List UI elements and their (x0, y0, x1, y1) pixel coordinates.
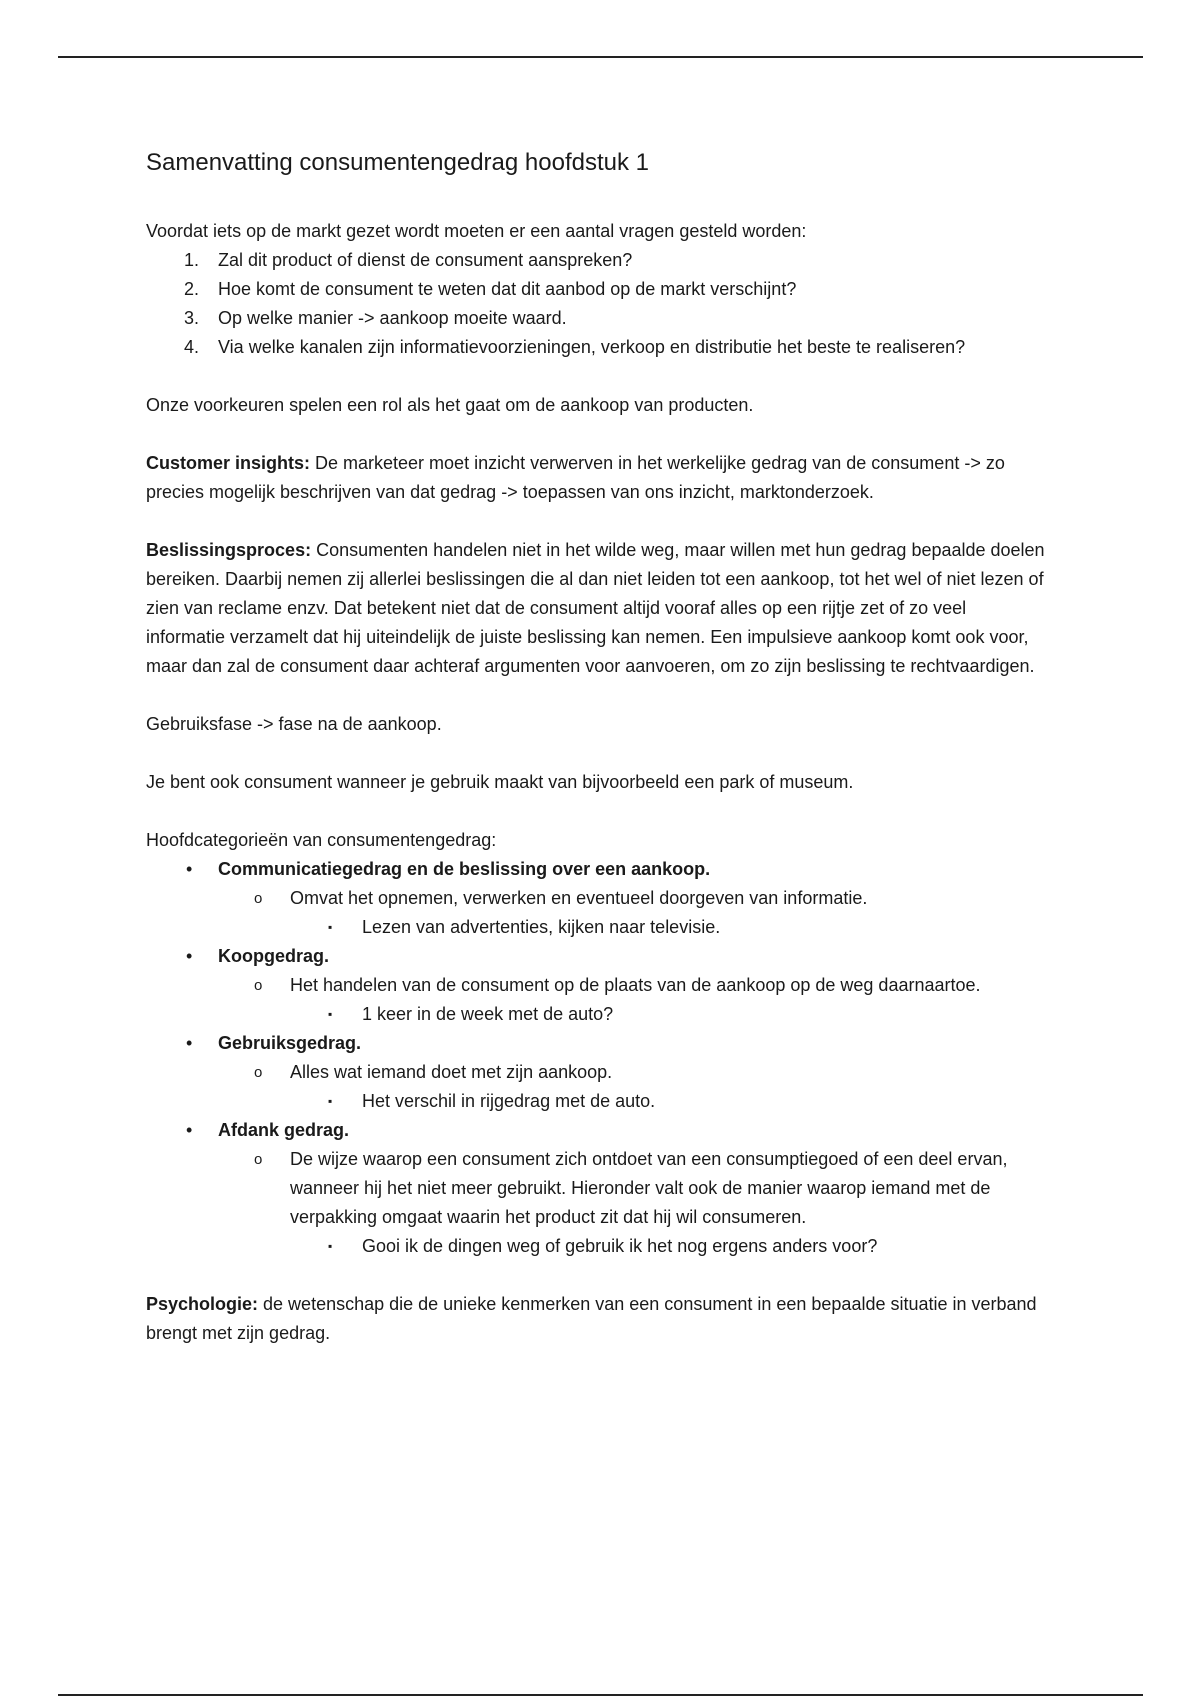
category-example: Lezen van advertenties, kijken naar televisie. (362, 917, 721, 937)
list-number: 4. (184, 337, 200, 357)
list-item-text: Zal dit product of dienst de consument aanspreken? (218, 250, 633, 270)
customer-insights-label: Customer insights: (146, 453, 311, 473)
gebruiksfase-paragraph: Gebruiksfase -> fase na de aankoop. (146, 714, 442, 734)
category-title: Koopgedrag. (218, 946, 329, 966)
circle-bullet-icon: o (254, 1151, 263, 1168)
psychologie-text: de wetenschap die de unieke kenmerken van een consument in een bepaalde situatie in verband brengt met zijn gedrag. (146, 1294, 1037, 1343)
document-page (146, 148, 1046, 1348)
list-item-text: Op welke manier -> aankoop moeite waard. (218, 308, 567, 328)
list-number: 1. (184, 250, 200, 270)
circle-bullet-icon: o (254, 977, 263, 994)
list-item-text: Hoe komt de consument te weten dat dit aanbod op de markt verschijnt? (218, 279, 797, 299)
circle-bullet-icon: o (254, 1064, 263, 1081)
category-example-list (290, 1232, 1046, 1261)
circle-bullet-icon: o (254, 890, 263, 907)
square-bullet-icon: ▪ (328, 1094, 333, 1108)
bullet-icon: • (186, 1120, 193, 1140)
category-detail-list (218, 1058, 1046, 1116)
psychologie-paragraph (146, 1290, 1046, 1348)
customer-insights-text: De marketeer moet inzicht verwerven in het werkelijke gedrag van de consument -> zo precies mogelijk beschrijven van dat gedrag -> toepassen van ons inzicht, marktonderzoek. (146, 453, 1005, 502)
square-bullet-icon: ▪ (328, 1007, 333, 1021)
questions-list (146, 246, 1046, 362)
category-example: Gooi ik de dingen weg of gebruik ik het nog ergens anders voor? (362, 1236, 878, 1256)
category-detail-list (218, 1145, 1046, 1261)
category-detail: Alles wat iemand doet met zijn aankoop. (290, 1062, 613, 1082)
category-example-list (290, 1000, 1046, 1029)
consument-park-paragraph: Je bent ook consument wanneer je gebruik maakt van bijvoorbeeld een park of museum. (146, 772, 854, 792)
beslissingsproces-paragraph (146, 536, 1046, 681)
bullet-icon: • (186, 1033, 193, 1053)
list-item (290, 1000, 1046, 1029)
list-item (146, 333, 1046, 362)
list-item (218, 1058, 1046, 1116)
list-item (218, 1145, 1046, 1261)
list-item (146, 304, 1046, 333)
category-detail: Het handelen van de consument op de plaats van de aankoop op de weg daarnaartoe. (290, 975, 981, 995)
document-title: Samenvatting consumentengedrag hoofdstuk 1 (146, 149, 650, 176)
list-item (146, 275, 1046, 304)
categories-heading: Hoofdcategorieën van consumentengedrag: (146, 830, 497, 850)
header-rule (58, 56, 1143, 58)
list-item (146, 246, 1046, 275)
category-detail: Omvat het opnemen, verwerken en eventueel doorgeven van informatie. (290, 888, 868, 908)
category-detail: De wijze waarop een consument zich ontdoet van een consumptiegoed of een deel ervan, wanneer hij het niet meer gebruikt. Hieronder valt ook de manier waarop iemand met de verpakking omgaat waarin het product zit dat hij wil consumeren. (290, 1149, 1008, 1227)
list-item (290, 1087, 1046, 1116)
list-item (218, 971, 1046, 1029)
square-bullet-icon: ▪ (328, 920, 333, 934)
list-item (146, 1029, 1046, 1116)
category-detail-list (218, 884, 1046, 942)
footer-rule (58, 1694, 1143, 1696)
customer-insights-paragraph (146, 449, 1046, 507)
category-title: Afdank gedrag. (218, 1120, 350, 1140)
square-bullet-icon: ▪ (328, 1239, 333, 1253)
bullet-icon: • (186, 859, 193, 879)
beslissingsproces-label: Beslissingsproces: (146, 540, 312, 560)
category-detail-list (218, 971, 1046, 1029)
intro-paragraph: Voordat iets op de markt gezet wordt moeten er een aantal vragen gesteld worden: (146, 221, 807, 241)
list-item (146, 1116, 1046, 1261)
category-title: Gebruiksgedrag. (218, 1033, 362, 1053)
list-item (146, 942, 1046, 1029)
category-title: Communicatiegedrag en de beslissing over een aankoop. (218, 859, 711, 879)
categories-list (146, 855, 1046, 1261)
psychologie-label: Psychologie: (146, 1294, 259, 1314)
list-item (146, 855, 1046, 942)
list-number: 2. (184, 279, 200, 299)
bullet-icon: • (186, 946, 193, 966)
category-example: Het verschil in rijgedrag met de auto. (362, 1091, 656, 1111)
list-item (218, 884, 1046, 942)
category-example-list (290, 913, 1046, 942)
list-number: 3. (184, 308, 200, 328)
category-example-list (290, 1087, 1046, 1116)
list-item (290, 1232, 1046, 1261)
voorkeuren-paragraph: Onze voorkeuren spelen een rol als het gaat om de aankoop van producten. (146, 395, 754, 415)
list-item (290, 913, 1046, 942)
category-example: 1 keer in de week met de auto? (362, 1004, 614, 1024)
list-item-text: Via welke kanalen zijn informatievoorzieningen, verkoop en distributie het beste te realiseren? (218, 337, 966, 357)
beslissingsproces-text: Consumenten handelen niet in het wilde weg, maar willen met hun gedrag bepaalde doelen bereiken. Daarbij nemen zij allerlei beslissingen die al dan niet leiden tot een aankoop, tot het wel of niet lezen of zien van reclame enzv. Dat betekent niet dat de consument altijd vooraf alles op een rijtje zet of zo veel informatie verzamelt dat hij uiteindelijk de juiste beslissing kan nemen. Een impulsieve aankoop komt ook voor, maar dan zal de consument daar achteraf argumenten voor aanvoeren, om zo zijn beslissing te rechtvaardigen. (146, 540, 1045, 676)
